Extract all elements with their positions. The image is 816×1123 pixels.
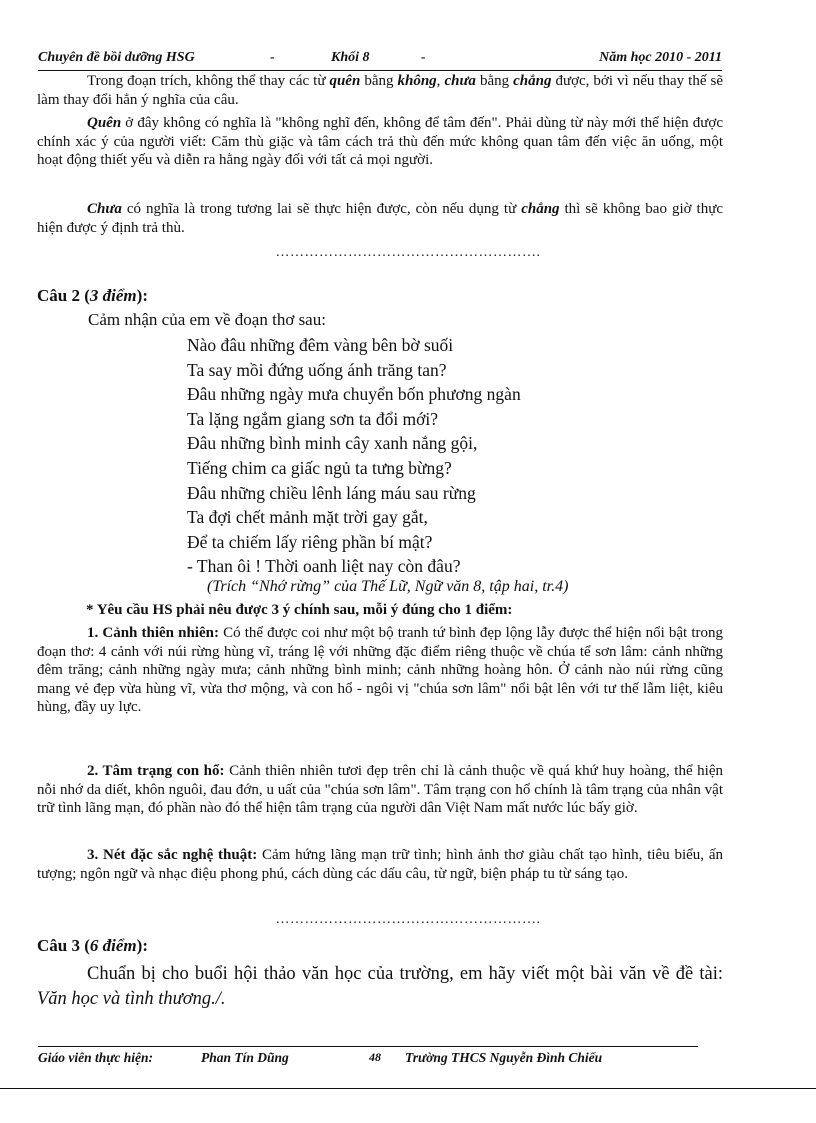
poem-line: Nào đâu những đêm vàng bên bờ suối (187, 335, 454, 355)
question-2-prompt: Cảm nhận của em về đoạn thơ sau: (88, 310, 326, 329)
poem-line: Để ta chiếm lấy riêng phần bí mật? (187, 531, 433, 552)
page-break-line (0, 1088, 816, 1089)
footer-school: Trường THCS Nguyễn Đình Chiểu (405, 1050, 603, 1065)
poem-line: Đâu những ngày mưa chuyển bốn phương ngàn (187, 384, 521, 405)
poem-line: Đâu những bình minh cây xanh nắng gội, (187, 433, 478, 454)
header-subject: Chuyên đề bồi dưỡng HSG (38, 50, 195, 65)
poem-line: Ta lặng ngắm giang sơn ta đổi mới? (187, 408, 439, 429)
question-3-heading: Câu 3 (6 điểm): (37, 936, 148, 955)
paragraph: Chưa có nghĩa là trong tương lai sẽ thực hiện được, còn nếu dụng từ chẳng thì sẽ không bao giờ thực hiện được ý định trả thù. (37, 201, 723, 236)
page-number: 48 (369, 1050, 381, 1064)
page-footer (38, 1046, 698, 1070)
poem-line: Ta say mồi đứng uống ánh trăng tan? (187, 359, 447, 380)
header-dash: - (421, 50, 426, 65)
header-grade: Khối 8 (331, 50, 370, 65)
requirement-heading: * Yêu cầu HS phải nêu được 3 ý chính sau, mỗi ý đúng cho 1 điểm: (86, 602, 513, 618)
paragraph: Quên ở đây không có nghĩa là "không nghĩ đến, không để tâm đến". Phải dùng từ này mới thể hiện được chính xác ý của người viết: Căm thù giặc và tâm cách trả thù đến mức không quan tâm đến việc ăn uống, một hoạt động thiết yếu và diễn ra hằng ngày đối với tất cả mọi người. (37, 115, 723, 169)
poem-citation: (Trích “Nhớ rừng” của Thế Lữ, Ngữ văn 8, tập hai, tr.4) (207, 578, 569, 595)
question-3-prompt: Chuẩn bị cho buổi hội thảo văn học của trường, em hãy viết một bài văn về đề tài: Văn học và tình thương./. (37, 964, 723, 1009)
poem-line: Đâu những chiều lênh láng máu sau rừng (187, 482, 476, 503)
poem-line: - Than ôi ! Thời oanh liệt nay còn đâu? (187, 556, 461, 577)
separator-dots: ………………………………………………. (275, 245, 541, 260)
question-2-heading: Câu 2 (3 điểm): (37, 286, 148, 305)
header-year: Năm học 2010 - 2011 (599, 50, 722, 65)
answer-item-2: 2. Tâm trạng con hổ: Cảnh thiên nhiên tươi đẹp trên chỉ là cảnh thuộc về quá khứ huy hoàng, thể hiện nỗi nhớ da diết, khôn nguôi, đau đớn, u uất của "chúa sơn lâm". Tâm trạng con hổ chính là tâm trạng của nhân vật trữ tình lãng mạn, đó phần nào đó thể hiện tâm trạng của người dân Việt Nam mất nước lúc bấy giờ. (37, 763, 724, 817)
poem (187, 333, 521, 579)
answer-item-1: 1. Cảnh thiên nhiên: Có thể được coi như một bộ tranh tứ bình đẹp lộng lẫy được thể hiện nổi bật trong đoạn thơ: 4 cảnh với núi rừng hùng vĩ, tráng lệ với những đặc điểm riêng thuộc về chúa tể sơn lâm: cảnh những đêm trăng; cảnh những ngày mưa; cảnh những bình minh; cảnh những hoàng hôn. Ở cảnh nào núi rừng cũng mang vẻ đẹp vừa hùng vĩ, vừa thơ mộng, và con hổ - ngôi vị "chúa sơn lâm" nổi bật lên với tư thế lẫm liệt, kiêu hùng, đầy uy lực. (37, 625, 723, 716)
footer-teacher-label: Giáo viên thực hiện: (38, 1050, 153, 1065)
separator-dots: ………………………………………………. (275, 912, 541, 927)
page-header (38, 50, 722, 71)
poem-line: Ta đợi chết mảnh mặt trời gay gắt, (187, 507, 428, 528)
footer-teacher-name: Phan Tín Dũng (201, 1050, 289, 1065)
poem-line: Tiếng chim ca giấc ngủ ta tưng bừng? (187, 457, 452, 478)
header-dash: - (270, 50, 275, 65)
answer-item-3: 3. Nét đặc sắc nghệ thuật: Cảm hứng lãng mạn trữ tình; hình ảnh thơ giàu chất tạo hình, tiêu biểu, ấn tượng; ngôn ngữ và nhạc điệu phong phú, cách dùng các dấu câu, từ ngữ, biện pháp tu từ sáng tạo. (37, 847, 724, 882)
paragraph: Trong đoạn trích, không thể thay các từ quên bằng không, chưa bằng chẳng được, bởi vì nếu thay thế sẽ làm thay đổi hẳn ý nghĩa của câu. (37, 73, 724, 108)
